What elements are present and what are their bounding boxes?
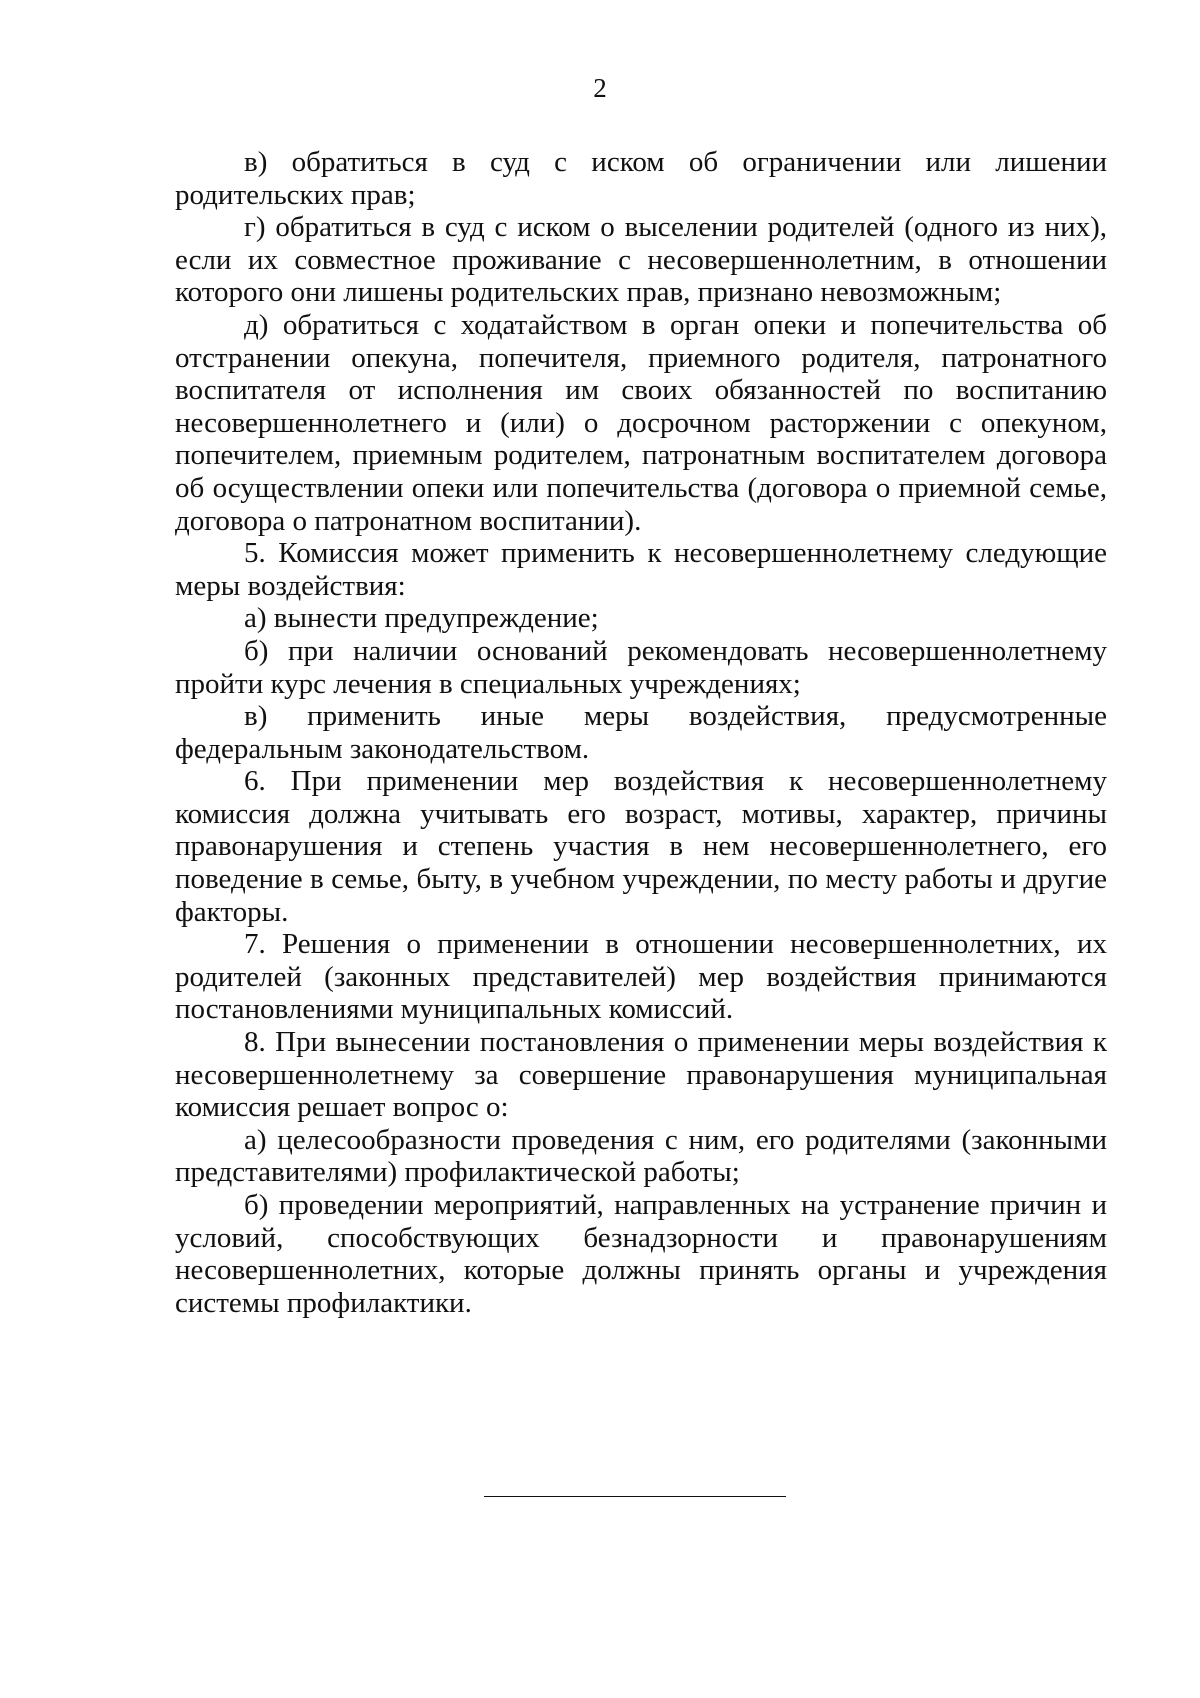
paragraph-5b-treatment: б) при наличии оснований рекомендовать несовершеннолетнему пройти курс лечения в специальных учреждениях; <box>175 634 1107 700</box>
paragraph-v-court-parental-rights: в) обратиться в суд с иском об ограничении или лишении родительских прав; <box>175 146 1107 211</box>
paragraph-8b-prevention-measures: б) проведении мероприятий, направленных на устранение причин и условий, способствующих безнадзорности и правонарушениям несовершеннолетних, которые должны принять органы и учреждения системы профилактики. <box>175 1189 1107 1319</box>
paragraph-g-court-eviction: г) обратиться в суд с иском о выселении родителей (одного из них), если их совместное проживание с несовершеннолетним, в отношении которого они лишены родительских прав, признано невозможным; <box>175 211 1107 309</box>
paragraph-8-resolution: 8. При вынесении постановления о применении меры воздействия к несовершеннолетнему за совершение правонарушения муниципальная комиссия решает вопрос о: <box>175 1026 1107 1124</box>
paragraph-8a-preventive-work: а) целесообразности проведения с ним, его родителями (законными представителями) профилактической работы; <box>175 1123 1107 1189</box>
end-divider-line <box>484 1496 786 1497</box>
document-body <box>175 146 1107 1319</box>
page-number: 2 <box>593 73 607 103</box>
paragraph-5-measures: 5. Комиссия может применить к несовершеннолетнему следующие меры воздействия: <box>175 537 1107 602</box>
paragraph-7-decisions: 7. Решения о применении в отношении несовершеннолетних, их родителей (законных представителей) мер воздействия принимаются постановлениями муниципальных комиссий. <box>175 928 1107 1026</box>
paragraph-5v-other-measures: в) применить иные меры воздействия, предусмотренные федеральным законодательством. <box>175 700 1107 765</box>
paragraph-d-guardianship-petition: д) обратиться с ходатайством в орган опеки и попечительства об отстранении опекуна, попечителя, приемного родителя, патронатного воспитателя от исполнения им своих обязанностей по воспитанию несовершеннолетнего и (или) о досрочном расторжении с опекуном, попечителем, приемным родителем, патронатным воспитателем договора об осуществлении опеки или попечительства (договора о приемной семье, договора о патронатном воспитании). <box>175 308 1107 537</box>
paragraph-6-considerations: 6. При применении мер воздействия к несовершеннолетнему комиссия должна учитывать его возраст, мотивы, характер, причины правонарушения и степень участия в нем несовершеннолетнего, его поведение в семье, быту, в учебном учреждении, по месту работы и другие факторы. <box>175 765 1107 928</box>
paragraph-5a-warning: а) вынести предупреждение; <box>244 602 599 635</box>
